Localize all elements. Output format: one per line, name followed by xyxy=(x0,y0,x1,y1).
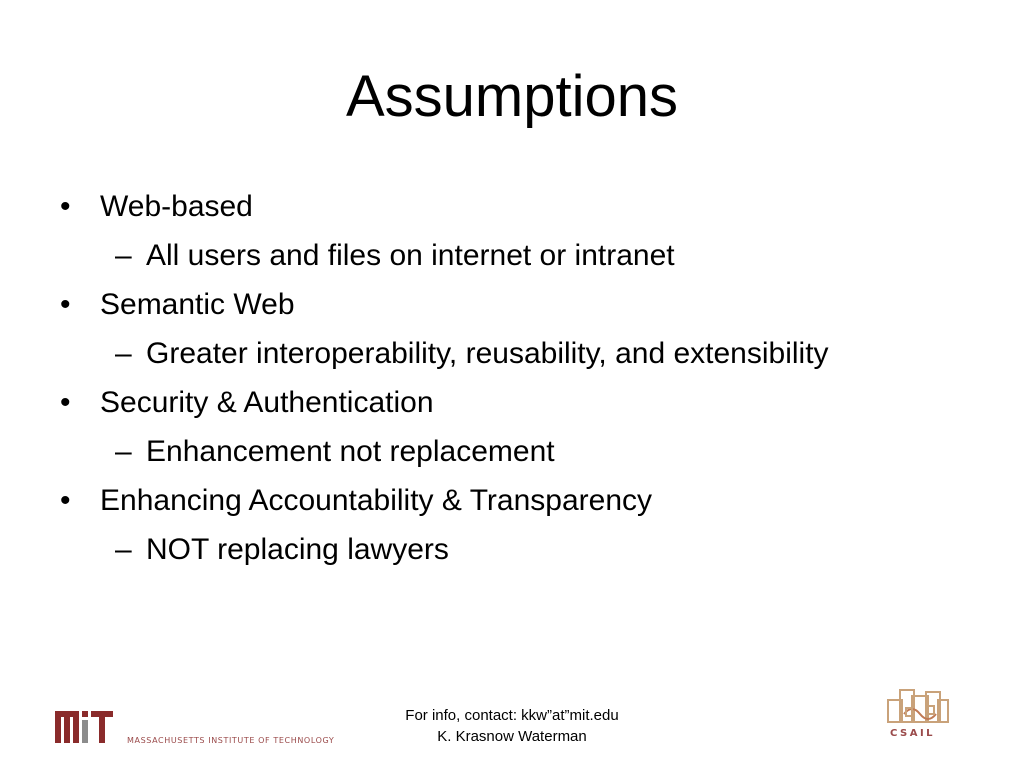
bullet-list xyxy=(0,182,1000,574)
bullet-item xyxy=(0,476,1000,525)
sub-bullet-item xyxy=(0,329,1000,378)
footer-contact xyxy=(312,705,712,747)
bullet-marker: • xyxy=(60,484,71,517)
sub-bullet-text: Enhancement not replacement xyxy=(146,435,555,468)
sub-bullet-item xyxy=(0,231,1000,280)
sub-bullet-text: NOT replacing lawyers xyxy=(146,533,449,566)
bullet-text: Semantic Web xyxy=(100,288,295,321)
author-line: K. Krasnow Waterman xyxy=(437,728,587,745)
bullet-marker: • xyxy=(60,288,71,321)
bullet-item xyxy=(0,378,1000,427)
sub-bullet-marker: – xyxy=(115,533,132,566)
bullet-text: Security & Authentication xyxy=(100,386,434,419)
bullet-marker: • xyxy=(60,190,71,223)
bullet-item xyxy=(0,280,1000,329)
slide-title: Assumptions xyxy=(345,64,679,129)
sub-bullet-marker: – xyxy=(115,435,132,468)
sub-bullet-text: Greater interoperability, reusability, and extensibility xyxy=(146,337,829,370)
mit-logo-text: MASSACHUSETTS INSTITUTE OF TECHNOLOGY xyxy=(127,736,335,745)
bullet-marker: • xyxy=(60,386,71,419)
sub-bullet-text: All users and files on internet or intranet xyxy=(146,239,675,272)
bullet-text: Web-based xyxy=(100,190,253,223)
bullet-text: Enhancing Accountability & Transparency xyxy=(100,484,652,517)
sub-bullet-marker: – xyxy=(115,337,132,370)
sub-bullet-marker: – xyxy=(115,239,132,272)
contact-line: For info, contact: kkw”at”mit.edu xyxy=(405,707,619,724)
bullet-item xyxy=(0,182,1000,231)
sub-bullet-item xyxy=(0,427,1000,476)
sub-bullet-item xyxy=(0,525,1000,574)
csail-logo-text: CSAIL xyxy=(890,728,936,739)
